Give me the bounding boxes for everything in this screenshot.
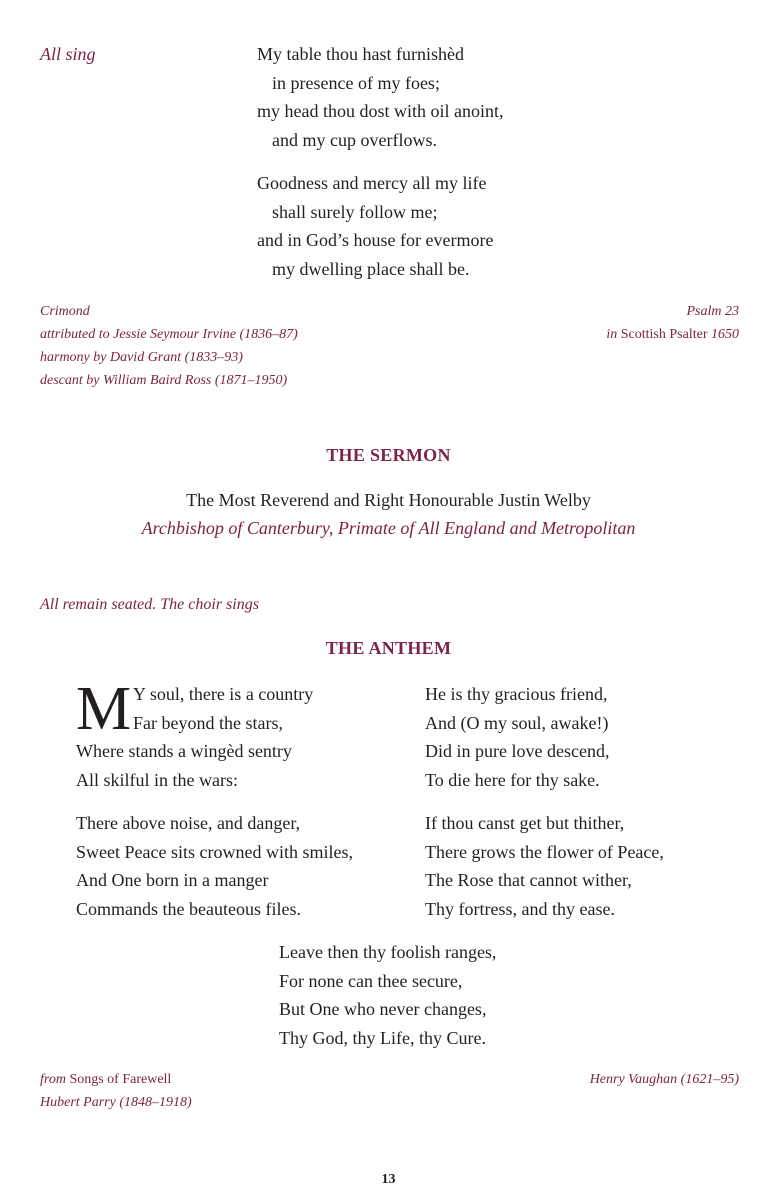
verse-line: My table thou hast furnishèd xyxy=(257,44,464,64)
psalm-instruction: All sing xyxy=(40,44,96,64)
verse-line: shall surely follow me; xyxy=(272,201,438,222)
anthem-composer: Hubert Parry (1848–1918) xyxy=(40,1095,192,1110)
anthem-source-title: Songs of Farewell xyxy=(69,1072,172,1087)
psalm-text-credits xyxy=(606,300,739,346)
sermon-heading: THE SERMON xyxy=(326,445,451,465)
anthem-stanza-4 xyxy=(425,809,664,923)
anthem-stanza-2 xyxy=(76,809,406,923)
verse-line: Leave then thy foolish ranges, xyxy=(279,942,497,962)
anthem-music-credits xyxy=(40,1068,192,1114)
psalm-stanza-2 xyxy=(257,169,493,283)
page-number: 13 xyxy=(381,1172,396,1187)
verse-line: Thy fortress, and thy ease. xyxy=(425,898,615,919)
tune-name: Crimond xyxy=(40,304,90,319)
composer-credit: attributed to Jessie Seymour Irvine (1836–87) xyxy=(40,327,298,342)
psalter-credit: in Scottish Psalter 1650 xyxy=(606,327,739,342)
anthem-stanza-1 xyxy=(76,675,406,794)
verse-line: in presence of my foes; xyxy=(272,72,440,93)
psalter-title: Scottish Psalter xyxy=(620,327,708,342)
preacher-name: The Most Reverend and Right Honourable Justin Welby xyxy=(186,490,591,510)
verse-line: Commands the beauteous files. xyxy=(76,898,301,919)
verse-line: If thou canst get but thither, xyxy=(425,813,625,833)
verse-line: Y soul, there is a country xyxy=(133,684,314,704)
descant-credit: descant by William Baird Ross (1871–1950) xyxy=(40,373,288,388)
verse-line: Thy God, thy Life, thy Cure. xyxy=(279,1027,486,1048)
verse-line: To die here for thy sake. xyxy=(425,769,600,790)
verse-line: There grows the flower of Peace, xyxy=(425,841,664,862)
anthem-column-left xyxy=(76,675,406,923)
psalm-stanza-1 xyxy=(257,40,503,154)
anthem-instruction: All remain seated. The choir sings xyxy=(40,596,259,613)
anthem-stanza-3 xyxy=(425,680,664,794)
verse-line: Did in pure love descend, xyxy=(425,741,610,761)
preacher-title: Archbishop of Canterbury, Primate of All England and Metropolitan xyxy=(141,518,636,538)
psalm-music-credits xyxy=(40,300,298,392)
verse-line: The Rose that cannot wither, xyxy=(425,870,632,890)
anthem-column-right xyxy=(425,680,664,923)
verse-line: and in God’s house for evermore xyxy=(257,230,494,250)
verse-line: There above noise, and danger, xyxy=(76,813,301,833)
verse-line: Goodness and mercy all my life xyxy=(257,173,487,193)
drop-cap: M xyxy=(76,675,132,743)
verse-line: For none can thee secure, xyxy=(279,970,463,991)
verse-line: my dwelling place shall be. xyxy=(272,258,470,279)
anthem-final-stanza xyxy=(279,938,496,1052)
harmony-credit: harmony by David Grant (1833–93) xyxy=(40,350,243,365)
verse-line: Sweet Peace sits crowned with smiles, xyxy=(76,841,353,862)
anthem-heading: THE ANTHEM xyxy=(325,638,452,658)
verse-line: He is thy gracious friend, xyxy=(425,684,608,704)
verse-line: my head thou dost with oil anoint, xyxy=(257,101,504,121)
anthem-source: from Songs of Farewell xyxy=(40,1072,172,1087)
verse-line: But One who never changes, xyxy=(279,999,487,1019)
psalm-source: Psalm 23 xyxy=(686,304,739,319)
anthem-text-credit: Henry Vaughan (1621–95) xyxy=(589,1072,739,1087)
verse-line: And (O my soul, awake!) xyxy=(425,712,609,733)
verse-line: All skilful in the wars: xyxy=(76,769,238,790)
verse-line: Far beyond the stars, xyxy=(133,712,283,733)
verse-line: and my cup overflows. xyxy=(272,129,437,150)
verse-line: And One born in a manger xyxy=(76,870,269,890)
verse-line: Where stands a wingèd sentry xyxy=(76,741,292,761)
